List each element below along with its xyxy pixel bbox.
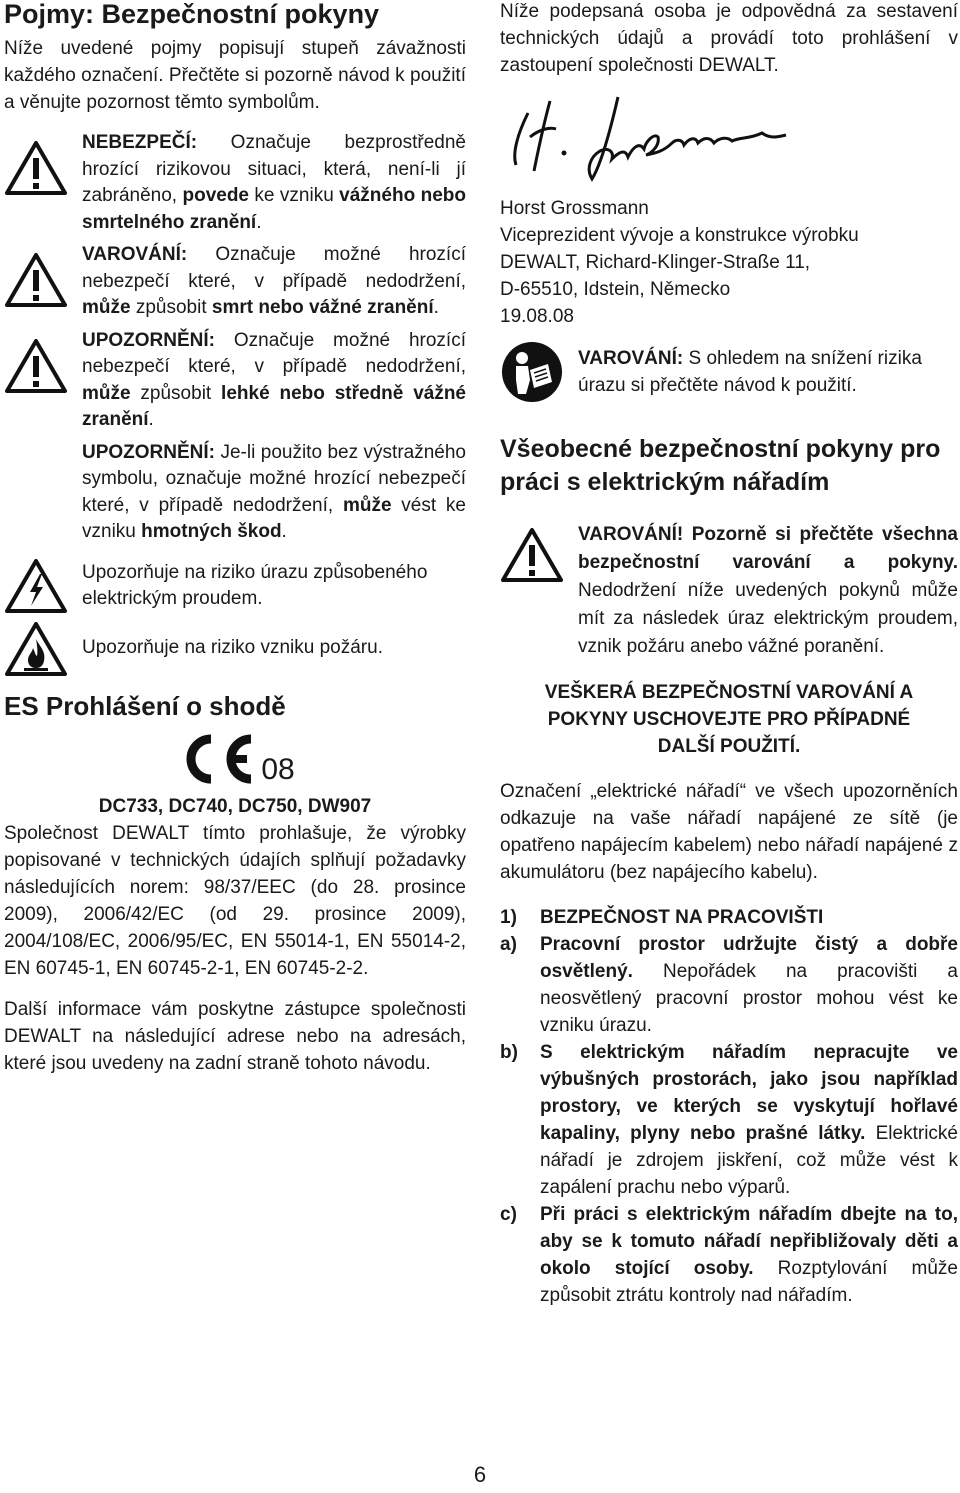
warning-triangle-icon [4,338,68,394]
ce-mark [4,733,466,785]
warning-text-3: . [433,297,439,318]
item-text: Nepořádek na pracovišti a neosvětlený pracovní prostor mohou vést ke vzniku úrazu. [540,961,958,1036]
warning-text-2: způsobit [130,297,212,318]
electric-text: Upozorňuje na riziko úrazu způsobeného elektrickým proudem. [82,561,428,609]
more-info-text: Další informace vám poskytne zástupce společnosti DEWALT na následující adrese nebo na adresách, které jsou uvedeny na zadní straně tohoto návodu. [4,999,466,1074]
notice-text-2: vést ke vzniku [82,494,466,542]
section-number: 1) [500,907,517,928]
manual-warn-label: VAROVÁNÍ: [578,348,684,369]
read-manual-block [500,346,958,399]
signer-name: Horst Grossmann [500,198,649,219]
danger-bold-2: vážného nebo smrtelného zranění [82,185,466,233]
item-bold-text: S elektrickým nářadím nepracujte ve výbušných prostorách, jako jsou například prostory, ve kterých se vyskytují hořlavé kapaliny, plyny nebo prašné látky. [540,1042,958,1144]
fire-text: Upozorňuje na riziko vzniku požáru. [82,636,383,658]
warning-block [4,242,466,322]
list-item [500,931,958,1039]
caution-text-3: . [148,409,154,430]
safety-items [500,931,958,1309]
section-title: BEZPEČNOST NA PRACOVIŠTI [540,907,824,928]
danger-text-1: Označuje bezprostředně hrozící rizikovou situaci, která, není-li jí zabráněno, [82,132,466,206]
signer-address-2: D-65510, Idstein, Německo [500,279,731,300]
warning-triangle-icon [4,252,68,308]
caution-bold-2: lehké nebo středně vážné zranění [82,382,467,430]
left-column [4,0,466,1077]
item-number: c) [500,1204,517,1225]
manual-warn-text: S ohledem na snížení rizika úrazu si přečtěte návod k použití. [578,348,922,396]
caution-label: UPOZORNĚNÍ: [82,329,215,351]
warning-label: VAROVÁNÍ: [82,244,188,265]
item-number: b) [500,1042,518,1063]
signer-info [500,195,958,330]
model-list: DC733, DC740, DC750, DW907 [98,796,372,817]
notice-text-3: . [281,521,287,542]
danger-text-3: . [256,211,262,233]
item-text: Elektrické nářadí je zdrojem jiskření, což může vést k zapálení prachu nebo výparů. [540,1123,958,1198]
list-item [500,1201,958,1309]
warning-bold-1: může [82,297,131,318]
general-warn-bold: VAROVÁNÍ! Pozorně si přečtěte všechna bezpečnostní varování a pokyny. [578,524,958,573]
ce-year: 08 [261,753,295,786]
item-bold-text: Při práci s elektrickým nářadím dbejte na to, aby se k tomuto nářadí nepřibližovaly děti a okolo stojící osoby. [540,1204,958,1279]
page-number: 6 [473,1462,487,1487]
intro-text: Níže uvedené pojmy popisují stupeň závažnosti každého označení. Přečtěte si pozorně návod k použití a věnujte pozornost těmto symbolům. [4,38,466,113]
general-warning-block [500,521,958,661]
caution-bold-1: může [82,382,131,404]
warning-text-1: Označuje možné hrozící nebezpečí které, v případě nedodržení, [82,244,466,292]
general-safety-title: Všeobecné bezpečnostní pokyny pro práci s elektrickým nářadím [500,435,941,496]
read-manual-icon [500,340,564,404]
fire-hazard-icon [4,621,68,677]
item-text: Rozptylování může způsobit ztrátu kontroly nad nářadím. [540,1258,958,1306]
warning-triangle-icon [500,527,564,583]
caution-text-1: Označuje možné hrozící nebezpečí které, v případě nedodržení, [82,329,466,377]
page-title: Pojmy: Bezpečnostní pokyny [4,0,380,29]
notice-bold-1: může [342,494,392,516]
general-warn-text: Nedodržení níže uvedených pokynů může mít za následek úraz elektrickým proudem, vznik požáru anebo vážné poranění. [578,580,958,657]
signature-image [500,93,800,183]
right-column [500,0,958,1309]
es-declaration-title: ES Prohlášení o shodě [4,691,286,721]
warning-triangle-icon [4,140,68,196]
signer-date: 19.08.08 [500,306,574,327]
danger-text-2: ke vzniku [249,185,340,206]
notice-bold-2: hmotných škod [141,521,282,542]
section-heading [500,904,958,931]
signer-position: Viceprezident vývoje a konstrukce výrobku [500,225,859,246]
item-number: a) [500,934,517,955]
danger-label: NEBEZPEČÍ: [82,132,198,153]
declaration-text: Společnost DEWALT tímto prohlašuje, že výrobky popisované v technických údajích splňují požadavky následujících norem: 98/37/EEC (do 28. prosince 2009), 2006/42/EC (od 29. prosince 2009), 2004/108/EC, 2006/95/EC, EN 55014-1, EN 55014-2, EN 60745-1, EN 60745-2-1, EN 60745-2-2. [4,823,466,979]
warning-bold-2: smrt nebo vážné zranění [211,297,434,318]
notice-text-1: Je-li použito bez výstražného symbolu, označuje možné hrozící nebezpečí které, v případě nedodržení, [82,441,466,516]
electric-shock-icon [4,558,68,614]
keep-instructions-notice: VEŠKERÁ BEZPEČNOSTNÍ VAROVÁNÍ A POKYNY USCHOVEJTE PRO PŘÍPADNÉ DALŠÍ POUŽITÍ. [544,682,914,757]
notice-label: UPOZORNĚNÍ: [82,441,215,463]
list-item [500,1039,958,1201]
term-definition-text: Označení „elektrické nářadí“ ve všech upozorněních odkazuje na vaše nářadí napájené ze sítě (je opatřeno napájecím kabelem) nebo nářadí napájené z akumulátoru (bez napájecího kabelu). [500,781,958,883]
danger-bold-1: povede [182,185,250,206]
fire-block [4,635,466,662]
caution-text-2: způsobit [130,382,222,404]
undersigned-text: Níže podepsaná osoba je odpovědná za sestavení technických údajů a provádí toto prohlášení v zastoupení společnosti DEWALT. [500,1,958,76]
item-bold-text: Pracovní prostor udržujte čistý a dobře osvětlený. [540,934,958,982]
notice-block [4,440,466,546]
danger-block [4,130,466,236]
ce-logo-icon [175,733,255,785]
signer-address-1: DEWALT, Richard-Klinger-Straße 11, [500,252,811,273]
caution-block [4,328,466,434]
electric-block [4,560,466,613]
